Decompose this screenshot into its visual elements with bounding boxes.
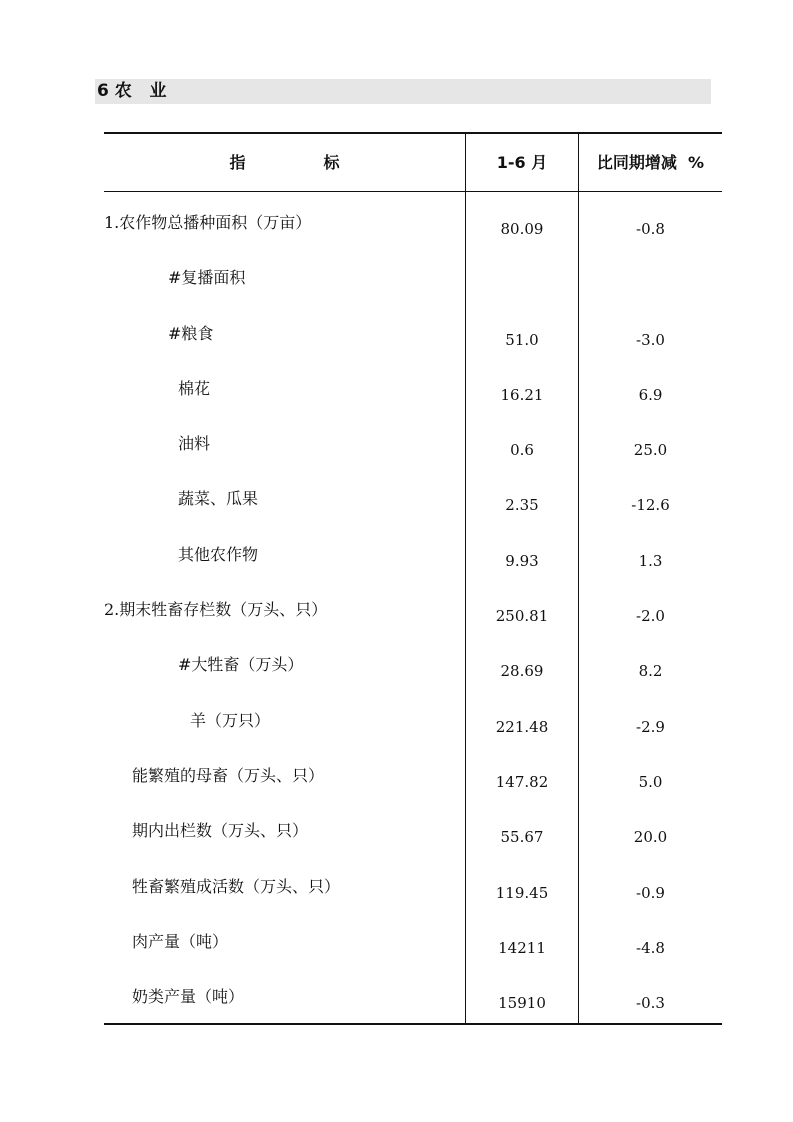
- table-header-rule: [104, 191, 722, 192]
- section-title: 6 农 业: [95, 79, 711, 104]
- row-name: 1.农作物总播种面积（万亩）: [104, 213, 312, 232]
- row-change: -2.0: [636, 607, 665, 626]
- row-value: 80.09: [500, 220, 544, 238]
- header-indicator: 指 标: [229, 153, 340, 172]
- row-change: -0.3: [636, 994, 665, 1013]
- header-change: 比同期增减 %: [596, 153, 705, 172]
- table-row: [104, 864, 722, 919]
- table-row: [104, 200, 722, 255]
- row-change: -0.9: [636, 883, 665, 902]
- row-name: 肉产量（吨）: [132, 931, 229, 951]
- row-value: 119.45: [495, 883, 549, 902]
- row-name: #大牲畜（万头）: [178, 655, 304, 675]
- table-row: [104, 974, 722, 1029]
- row-change: 1.3: [638, 551, 663, 570]
- row-value: 2.35: [505, 496, 539, 515]
- row-name: 能繁殖的母畜（万头、只）: [132, 765, 325, 785]
- row-value: 147.82: [495, 772, 549, 791]
- row-change: 5.0: [638, 772, 663, 791]
- table-row: [104, 642, 722, 697]
- row-name: 油料: [178, 434, 211, 454]
- row-change: 25.0: [633, 441, 668, 460]
- table-row: [104, 919, 722, 974]
- row-name: 蔬菜、瓜果: [178, 489, 259, 509]
- row-value: 15910: [498, 994, 546, 1013]
- row-name: 其他农作物: [178, 544, 259, 564]
- row-change: 8.2: [638, 662, 663, 681]
- row-name: 牲畜繁殖成活数（万头、只）: [132, 876, 341, 896]
- row-value: 14211: [498, 938, 546, 957]
- row-value: 9.93: [505, 551, 539, 570]
- table-row: [104, 476, 722, 531]
- table-row: [104, 255, 722, 310]
- row-change: -12.6: [631, 496, 670, 515]
- row-change: 6.9: [638, 385, 663, 404]
- row-name: #粮食: [168, 323, 214, 343]
- row-value: 51.0: [505, 330, 539, 349]
- row-value: 0.6: [510, 441, 534, 460]
- row-name: 羊（万只）: [190, 710, 271, 730]
- row-change: 20.0: [633, 828, 668, 847]
- row-value: 221.48: [495, 717, 549, 736]
- row-name: #复播面积: [168, 268, 246, 288]
- table-row: [104, 421, 722, 476]
- row-name: 2.期末牲畜存栏数（万头、只）: [104, 600, 328, 620]
- row-change: -3.0: [636, 330, 665, 349]
- table-row: [104, 587, 722, 642]
- row-value: 16.21: [500, 385, 544, 404]
- row-change: -4.8: [636, 938, 665, 957]
- row-name: 棉花: [178, 378, 211, 398]
- table-body: [104, 200, 722, 1029]
- table-row: [104, 808, 722, 863]
- table-row: [104, 698, 722, 753]
- table-row: [104, 311, 722, 366]
- row-value: 28.69: [500, 662, 544, 681]
- row-name: 期内出栏数（万头、只）: [132, 821, 309, 841]
- header-period: 1-6 月: [496, 153, 548, 172]
- table-row: [104, 753, 722, 808]
- table-row: [104, 532, 722, 587]
- row-change: -2.9: [636, 717, 665, 736]
- row-name: 奶类产量（吨）: [132, 987, 245, 1007]
- row-change: -0.8: [636, 220, 665, 238]
- table-row: [104, 366, 722, 421]
- row-value: 250.81: [495, 607, 549, 626]
- row-value: 55.67: [500, 828, 544, 847]
